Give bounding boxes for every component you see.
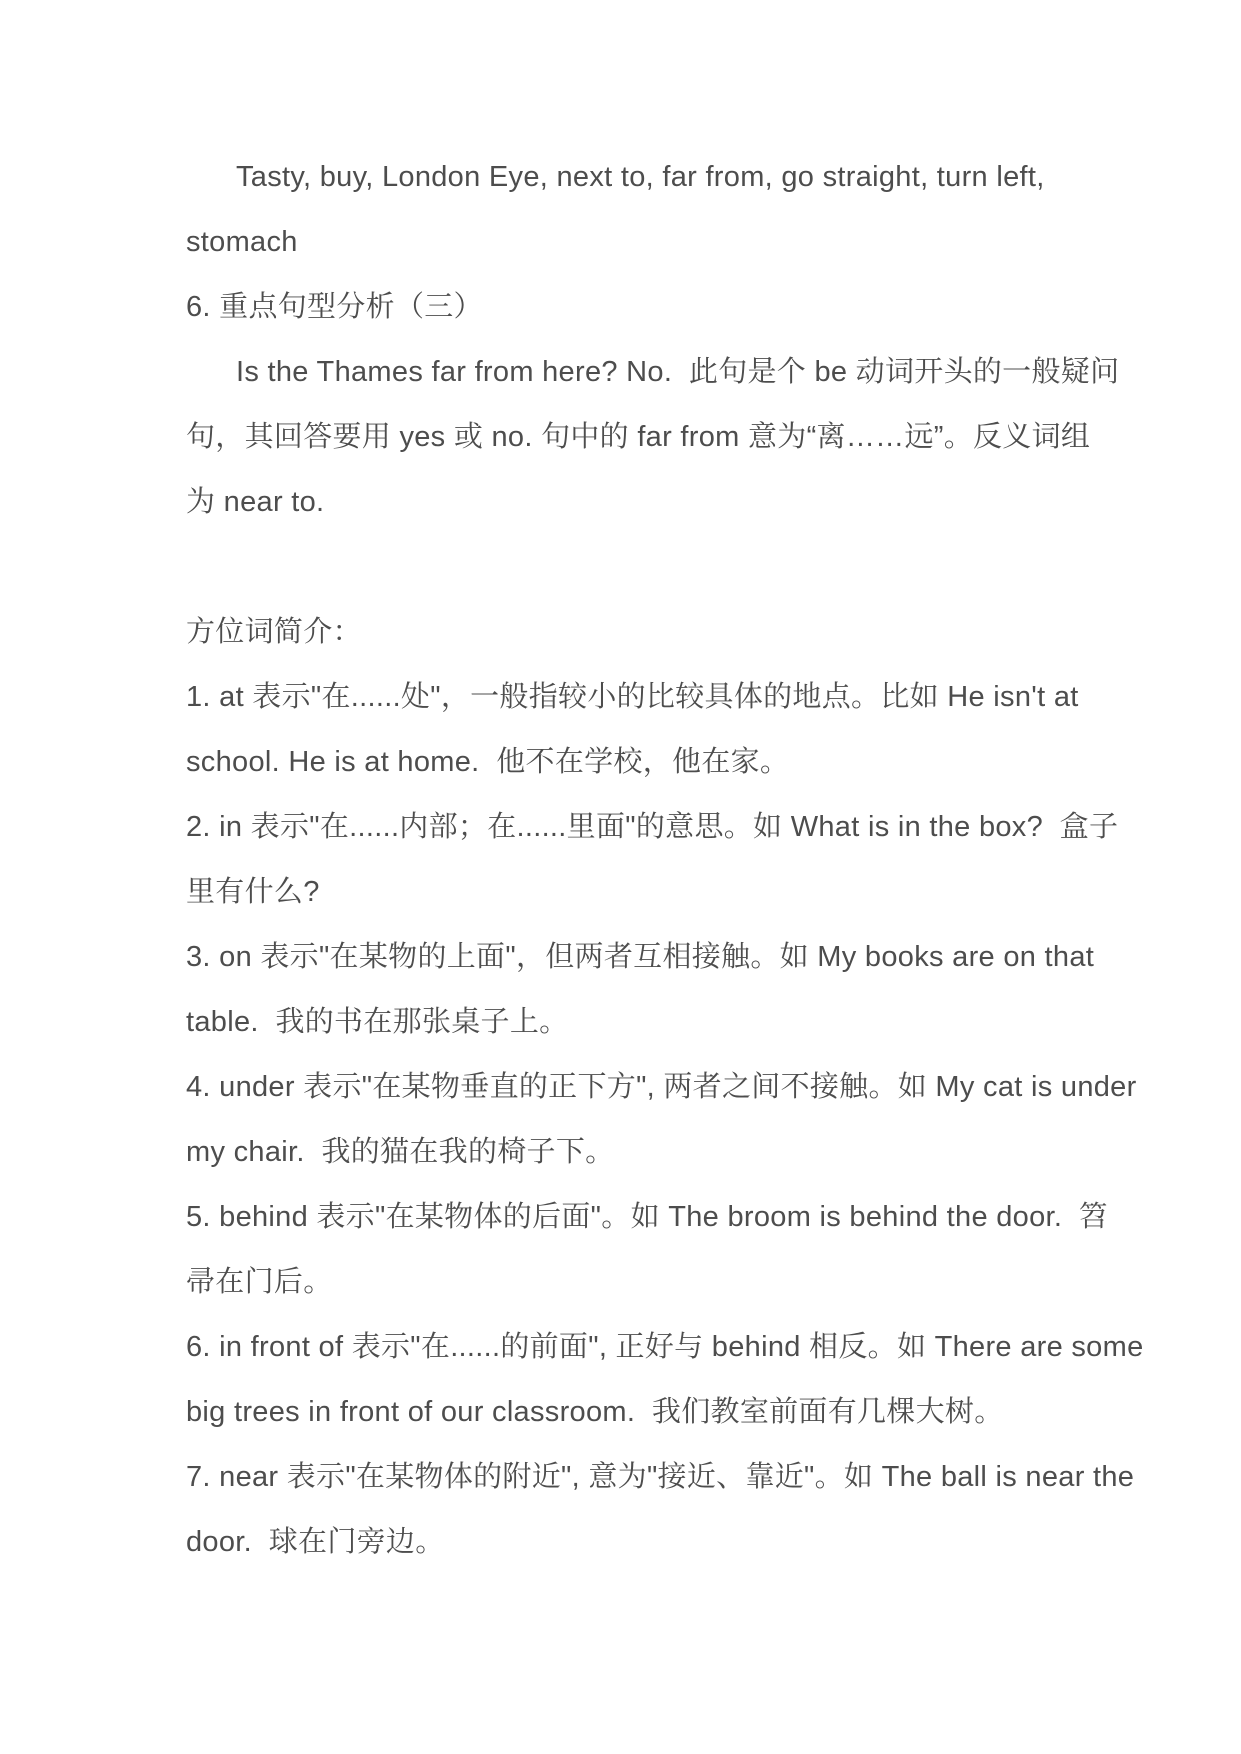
text-line: 1. at 表示"在......处"，一般指较小的比较具体的地点。比如 He isn't at [186,681,1079,713]
text-line: Tasty, buy, London Eye, next to, far from, go straight, turn left, [236,161,1045,193]
paragraph [186,535,1076,600]
text-line: 4. under 表示"在某物垂直的正下方", 两者之间不接触。如 My cat is under [186,1071,1137,1103]
paragraph [186,1185,1109,1315]
paragraph [186,1315,1144,1445]
paragraph [186,275,1076,340]
paragraph [186,1445,1135,1575]
text-line: table. 我的书在那张桌子上。 [186,1006,569,1038]
text-line: school. He is at home. 他不在学校，他在家。 [186,746,790,778]
text-line: 里有什么? [186,876,320,908]
text-line: 6. 重点句型分析（三） [186,291,483,323]
paragraph [186,600,1076,665]
paragraph [186,925,1095,1055]
text-line: door. 球在门旁边。 [186,1526,445,1558]
text-line: big trees in front of our classroom. 我们教室前面有几棵大树。 [186,1396,1004,1428]
text-line: my chair. 我的猫在我的椅子下。 [186,1136,615,1168]
paragraph [186,665,1079,795]
paragraph [186,145,1076,275]
text-line: 7. near 表示"在某物体的附近", 意为"接近、靠近"。如 The ball is near the [186,1461,1135,1493]
text-line: 5. behind 表示"在某物体的后面"。如 The broom is behind the door. 笤 [186,1201,1109,1233]
paragraph [186,340,1120,535]
text-line: stomach [186,226,298,258]
text-line: 3. on 表示"在某物的上面"，但两者互相接触。如 My books are on that [186,941,1095,973]
text-line [186,535,1076,600]
document-body [186,145,1144,1575]
paragraph [186,795,1119,925]
text-line: 帚在门后。 [186,1266,333,1298]
text-line: 方位词简介： [186,616,362,648]
text-line: 为 near to. [186,486,325,518]
text-line: Is the Thames far from here? No. 此句是个 be 动词开头的一般疑问 [236,356,1120,388]
text-line: 句，其回答要用 yes 或 no. 句中的 far from 意为“离……远”。反义词组 [186,421,1091,453]
paragraph [186,1055,1137,1185]
text-line: 2. in 表示"在......内部；在......里面"的意思。如 What is in the box? 盒子 [186,811,1119,843]
text-line: 6. in front of 表示"在......的前面", 正好与 behind 相反。如 There are some [186,1331,1144,1363]
document-page [186,145,1144,1575]
